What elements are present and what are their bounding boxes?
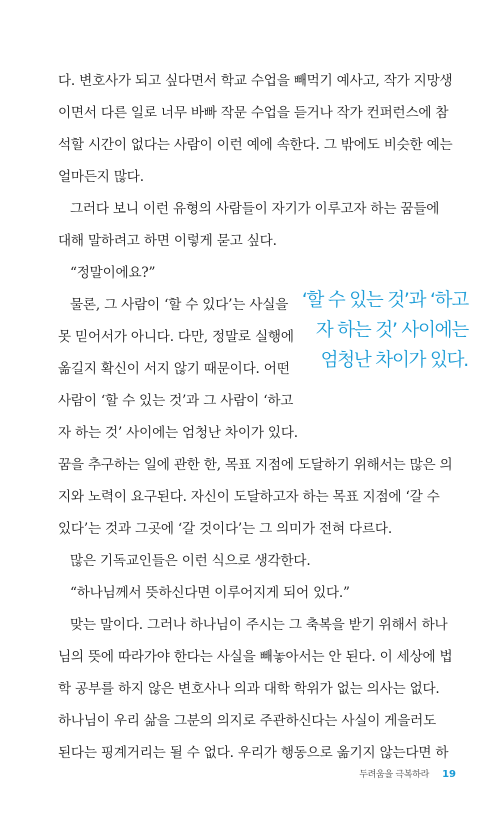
body-line: 있다’는 것과 그곳에 ‘갈 것이다’는 그 의미가 전혀 다르다.	[58, 521, 392, 537]
body-line: 옮길지 확신이 서지 않기 때문이다. 어떤	[58, 361, 290, 377]
page-number: 19	[442, 769, 456, 780]
body-line: “정말이에요?”	[70, 265, 156, 281]
body-line: 하나님이 우리 삶을 그분의 의지로 주관하신다는 사실이 게을러도	[58, 713, 436, 729]
body-line: 님의 뜻에 따라가야 한다는 사실을 빼놓아서는 안 된다. 이 세상에 법	[58, 649, 453, 665]
pull-quote	[298, 286, 468, 376]
body-line: 못 믿어서가 아니다. 다만, 정말로 실행에	[58, 329, 294, 345]
body-line: 얼마든지 많다.	[58, 169, 144, 185]
body-line: 많은 기독교인들은 이런 식으로 생각한다.	[70, 553, 311, 569]
body-line: “하나님께서 뜻하신다면 이루어지게 되어 있다.”	[70, 585, 350, 601]
body-line: 학 공부를 하지 않은 변호사나 의과 대학 학위가 없는 의사는 없다.	[58, 681, 440, 697]
body-line: 그러다 보니 이런 유형의 사람들이 자기가 이루고자 하는 꿈들에	[70, 201, 440, 217]
page-footer	[359, 762, 456, 781]
body-line: 석할 시간이 없다는 사람이 이런 예에 속한다. 그 밖에도 비슷한 예는	[58, 137, 453, 153]
body-line: 사람이 ‘할 수 있는 것’과 그 사람이 ‘하고	[58, 393, 294, 409]
body-line: 자 하는 것’ 사이에는 엄청난 차이가 있다.	[58, 425, 298, 441]
body-line: 된다는 핑계거리는 될 수 없다. 우리가 행동으로 옮기지 않는다면 하	[58, 745, 449, 761]
body-line: 다. 변호사가 되고 싶다면서 학교 수업을 빼먹기 예사고, 작가 지망생	[58, 73, 453, 89]
body-line: 대해 말하려고 하면 이렇게 묻고 싶다.	[58, 233, 277, 249]
body-line: 이면서 다른 일로 너무 바빠 작문 수업을 듣거나 작가 컨퍼런스에 참	[58, 105, 449, 121]
pull-quote-line: 엄청난 차이가 있다.	[320, 350, 468, 371]
body-line: 맞는 말이다. 그러나 하나님이 주시는 그 축복을 받기 위해서 하나	[70, 617, 448, 633]
body-line: 꿈을 추구하는 일에 관한 한, 목표 지점에 도달하기 위해서는 많은 의	[58, 457, 453, 473]
running-title: 두려움을 극복하라	[359, 770, 429, 780]
body-line: 지와 노력이 요구된다. 자신이 도달하고자 하는 목표 지점에 ‘갈 수	[58, 489, 440, 505]
pull-quote-line: 자 하는 것’ 사이에는	[315, 320, 468, 341]
pull-quote-line: ‘할 수 있는 것’과 ‘하고	[301, 290, 468, 311]
body-line: 물론, 그 사람이 ‘할 수 있다’는 사실을	[70, 297, 289, 313]
